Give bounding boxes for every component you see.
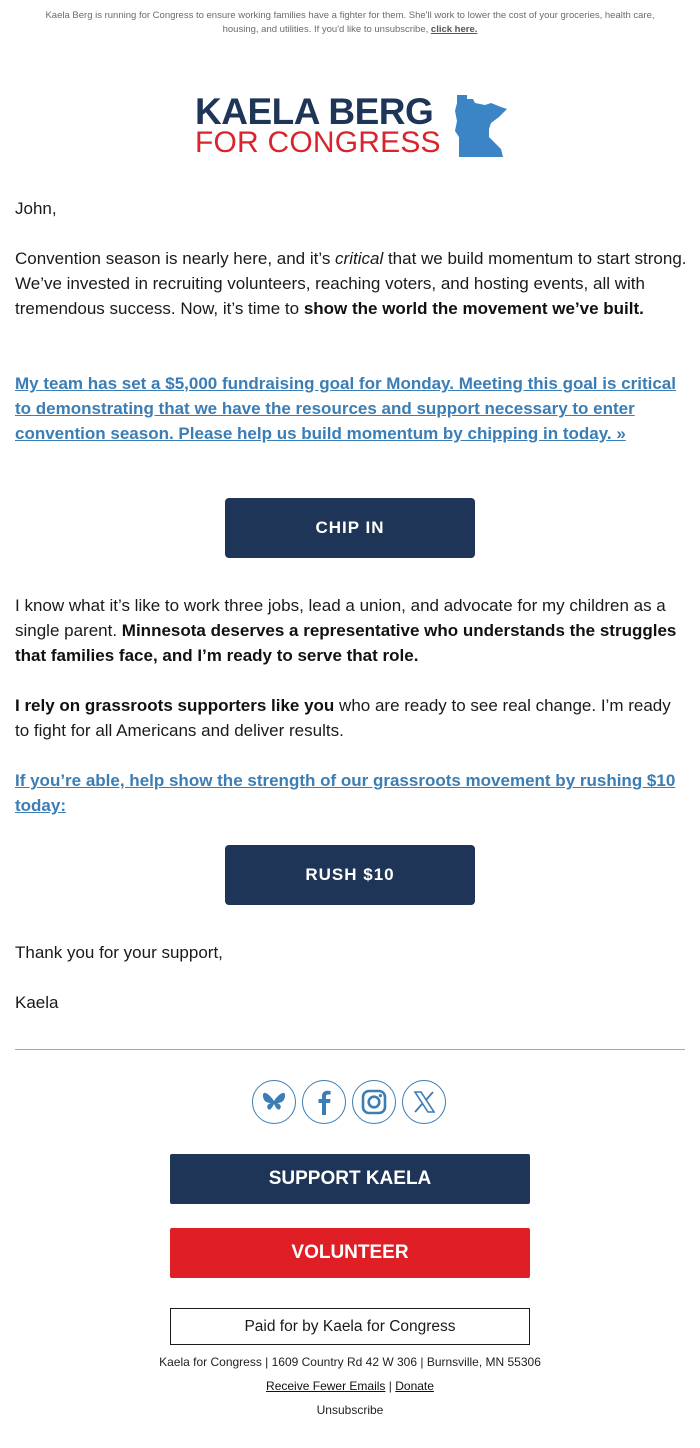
paid-for-disclaimer: Paid for by Kaela for Congress: [170, 1308, 530, 1345]
receive-fewer-emails-link[interactable]: Receive Fewer Emails: [266, 1379, 386, 1393]
campaign-logo: [195, 93, 515, 163]
mailing-address: Kaela for Congress | 1609 Country Rd 42 W 306 | Burnsville, MN 55306: [159, 1355, 541, 1369]
minnesota-state-icon: [451, 93, 509, 159]
emphasis-text: critical: [335, 249, 384, 268]
facebook-link[interactable]: [302, 1080, 346, 1124]
bold-text: show the world the movement we’ve built.: [303, 299, 644, 318]
support-kaela-button[interactable]: SUPPORT KAELA: [170, 1154, 530, 1204]
paragraph-text: Convention season is nearly here, and it’s: [15, 249, 336, 268]
x-link[interactable]: [402, 1080, 446, 1124]
unsubscribe-link[interactable]: click here.: [430, 24, 478, 35]
divider: [15, 1049, 685, 1050]
link-separator: |: [388, 1379, 392, 1393]
signoff: Thank you for your support,: [15, 943, 223, 962]
paragraph-text: that we build momentum to start strong. We’ve invested in recruiting volunteers, reaching voters, and hosting events, all with tremendous success. Now, it’s time to: [15, 249, 687, 318]
bold-text: I rely on grassroots supporters like you: [15, 696, 335, 715]
rush-10-button[interactable]: RUSH $10: [225, 845, 475, 905]
instagram-icon: [360, 1088, 388, 1116]
paragraph-background: [15, 593, 687, 668]
volunteer-button[interactable]: VOLUNTEER: [170, 1228, 530, 1278]
preheader: [30, 9, 670, 37]
x-icon: [410, 1088, 438, 1116]
facebook-icon: [310, 1088, 338, 1116]
logo-subtitle: FOR CONGRESS: [195, 126, 441, 159]
chip-in-button[interactable]: CHIP IN: [225, 498, 475, 558]
paragraph-grassroots: [15, 693, 687, 743]
preheader-text: Kaela Berg is running for Congress to ensure working families have a fighter for them. She'll work to lower the cost of your groceries, health care, housing, and utilities. If you'd like to unsubscribe,: [45, 10, 655, 35]
paragraph-text: I know what it’s like to work three jobs, lead a union, and advocate for my children as a single parent.: [15, 596, 666, 640]
donation-link-rush[interactable]: If you’re able, help show the strength of our grassroots movement by rushing $10 today:: [15, 771, 676, 815]
unsubscribe-link-footer[interactable]: Unsubscribe: [316, 1403, 384, 1417]
footer-links: [0, 1379, 700, 1393]
paragraph-text: who are ready to see real change. I’m ready to fight for all Americans and deliver results.: [15, 696, 671, 740]
donate-link[interactable]: Donate: [395, 1379, 434, 1393]
greeting: John,: [15, 199, 57, 218]
logo-name: KAELA BERG: [195, 91, 434, 132]
bluesky-link[interactable]: [252, 1080, 296, 1124]
instagram-link[interactable]: [352, 1080, 396, 1124]
bluesky-icon: [260, 1088, 288, 1116]
signature: Kaela: [15, 993, 59, 1012]
paragraph-convention: [15, 246, 687, 321]
bold-text: Minnesota deserves a representative who understands the struggles that families face, and I’m ready to serve that role.: [15, 621, 677, 665]
social-links: [252, 1080, 450, 1126]
donation-link-goal[interactable]: My team has set a $5,000 fundraising goal for Monday. Meeting this goal is critical to demonstrating that we have the resources and support necessary to enter convention season. Please help us build momentum by chipping in today. »: [15, 374, 676, 443]
